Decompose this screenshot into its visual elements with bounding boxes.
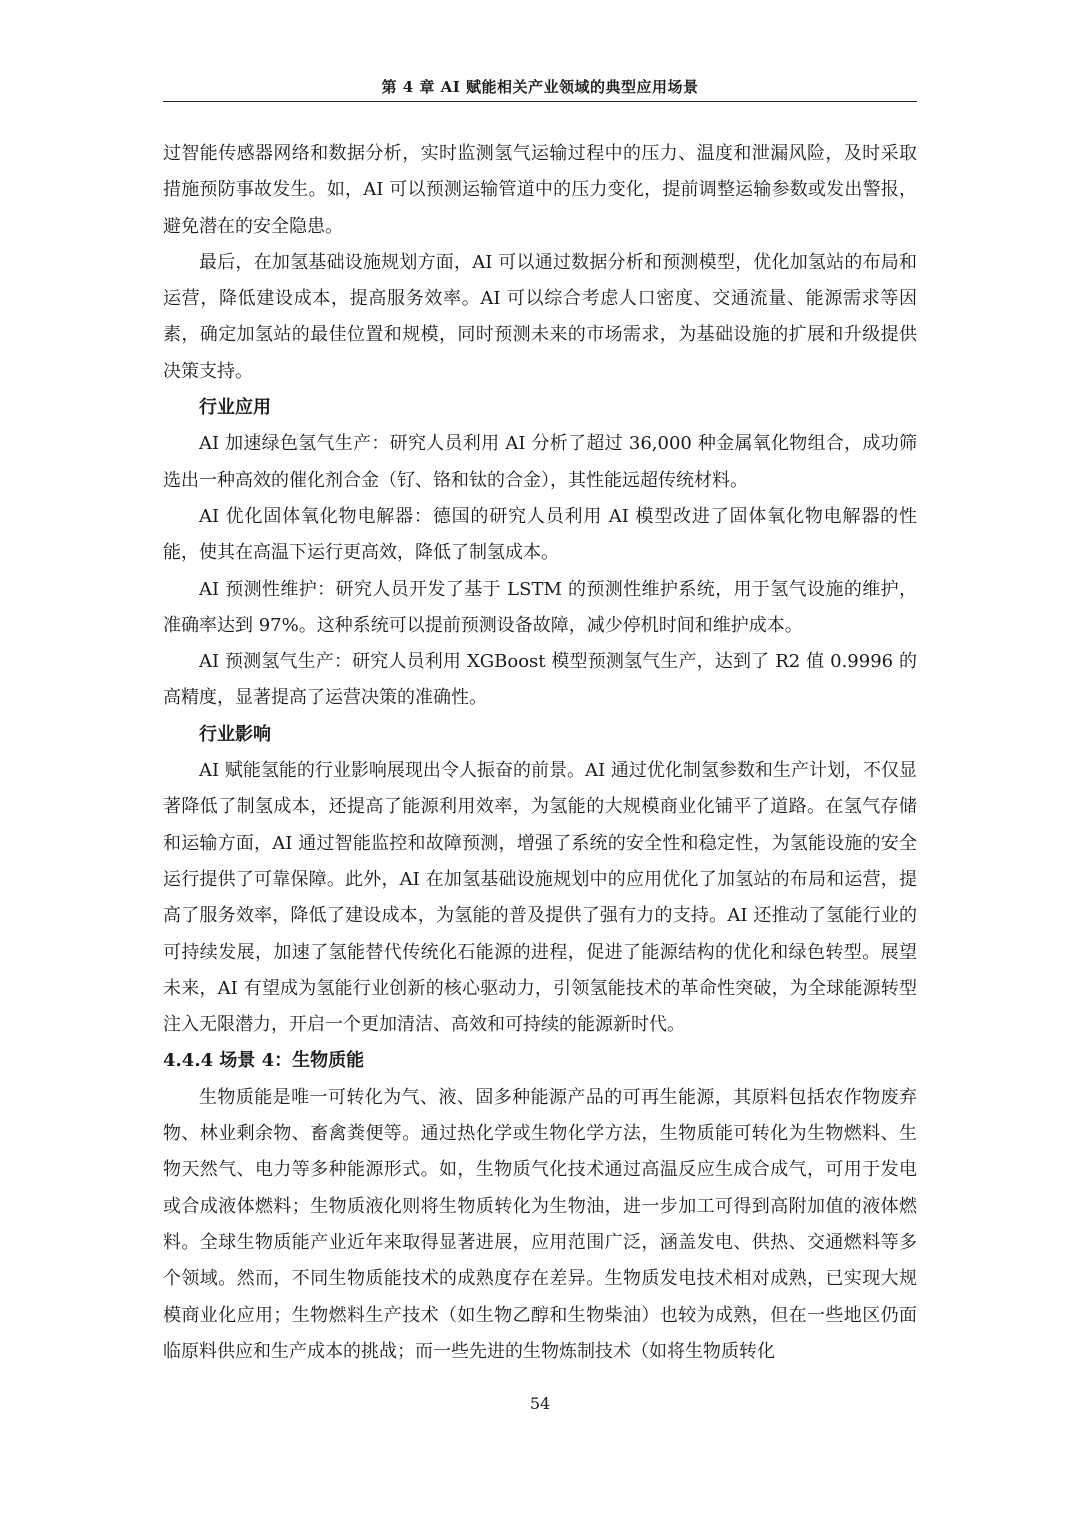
header-divider xyxy=(163,101,917,102)
paragraph-biomass: 生物质能是唯一可转化为气、液、固多种能源产品的可再生能源，其原料包括农作物废弃物、林业剩余物、畜禽粪便等。通过热化学或生物化学方法，生物质能可转化为生物燃料、生物天然气、电力等多种能源形式。如，生物质气化技术通过高温反应生成合成气，可用于发电或合成液体燃料；生物质液化则将生物质转化为生物油，进一步加工可得到高附加值的液体燃料。全球生物质能产业近年来取得显著进展，应用范围广泛，涵盖发电、供热、交通燃料等多个领域。然而，不同生物质能技术的成熟度存在差异。生物质发电技术相对成熟，已实现大规模商业化应用；生物燃料生产技术（如生物乙醇和生物柴油）也较为成熟，但在一些地区仍面临原料供应和生产成本的挑战；而一些先进的生物炼制技术（如将生物质转化 xyxy=(163,1086,917,1362)
subheading-industry-application: 行业应用 xyxy=(199,397,271,419)
paragraph-continued: 过智能传感器网络和数据分析，实时监测氢气运输过程中的压力、温度和泄漏风险，及时采取措施预防事故发生。如，AI 可以预测运输管道中的压力变化，提前调整运输参数或发出警报，避免潜在的安全隐患。 xyxy=(163,143,917,237)
page-number: 54 xyxy=(529,1394,551,1413)
subheading-industry-impact: 行业影响 xyxy=(199,723,271,745)
paragraph-green-hydrogen: AI 加速绿色氢气生产：研究人员利用 AI 分析了超过 36,000 种金属氧化物组合，成功筛选出一种高效的催化剂合金（钌、铬和钛的合金），其性能远超传统材料。 xyxy=(163,433,917,491)
paragraph-predictive-maintenance: AI 预测性维护：研究人员开发了基于 LSTM 的预测性维护系统，用于氢气设施的维护，准确率达到 97%。这种系统可以提前预测设备故障，减少停机时间和维护成本。 xyxy=(163,578,917,636)
paragraph-industry-impact: AI 赋能氢能的行业影响展现出令人振奋的前景。AI 通过优化制氢参数和生产计划，不仅显著降低了制氢成本，还提高了能源利用效率，为氢能的大规模商业化铺平了道路。在氢气存储和运输方面，AI 通过智能监控和故障预测，增强了系统的安全性和稳定性，为氢能设施的安全运行提供了可靠保障。此外，AI 在加氢基础设施规划中的应用优化了加氢站的布局和运营，提高了服务效率，降低了建设成本，为氢能的普及提供了强有力的支持。AI 还推动了氢能行业的可持续发展，加速了氢能替代传统化石能源的进程，促进了能源结构的优化和绿色转型。展望未来，AI 有望成为氢能行业创新的核心驱动力，引领氢能技术的革命性突破，为全球能源转型注入无限潜力，开启一个更加清洁、高效和可持续的能源新时代。 xyxy=(163,760,917,1036)
paragraph-hydrogen-forecast: AI 预测氢气生产：研究人员利用 XGBoost 模型预测氢气生产，达到了 R2 值 0.9996 的高精度，显著提高了运营决策的准确性。 xyxy=(163,651,917,709)
paragraph-solid-oxide-electrolyzer: AI 优化固体氧化物电解器：德国的研究人员利用 AI 模型改进了固体氧化物电解器的性能，使其在高温下运行更高效，降低了制氢成本。 xyxy=(163,505,917,564)
paragraph-infrastructure-planning: 最后，在加氢基础设施规划方面，AI 可以通过数据分析和预测模型，优化加氢站的布局和运营，降低建设成本，提高服务效率。AI 可以综合考虑人口密度、交通流量、能源需求等因素，确定加氢站的最佳位置和规模，同时预测未来的市场需求，为基础设施的扩展和升级提供决策支持。 xyxy=(163,251,917,382)
running-header: 第 4 章 AI 赋能相关产业领域的典型应用场景 xyxy=(381,78,699,96)
section-heading: 4.4.4 场景 4：生物质能 xyxy=(163,1050,365,1072)
body-text xyxy=(163,136,917,1370)
